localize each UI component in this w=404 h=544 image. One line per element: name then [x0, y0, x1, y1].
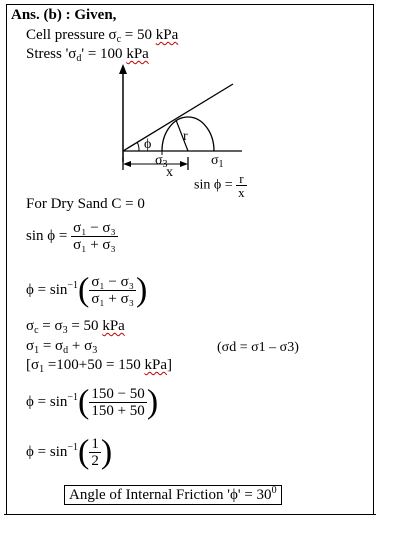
phi-arc	[137, 142, 139, 151]
stress-value: ' = 100	[81, 46, 127, 62]
sigma-1-calc-line: [$\sigma_1 =100+50 = 150$ kPa]	[26, 357, 172, 375]
cell-pressure-label: Cell pressure σ	[26, 27, 117, 43]
stress-sub: d	[76, 53, 82, 64]
cell-pressure-unit: kPa	[155, 27, 179, 43]
dry-sand-line: For Dry Sand C = 0	[26, 196, 145, 212]
r-label: r	[183, 129, 188, 144]
cell-pressure-value: = 50	[121, 27, 156, 43]
failure-envelope	[123, 84, 233, 151]
sin-phi-relation: sin ϕ = $\frac{r}{x}$	[194, 171, 245, 200]
given-label: Given,	[70, 7, 117, 23]
x-dim-arrow-left	[123, 161, 131, 167]
phi-label: ϕ	[144, 137, 152, 152]
x-dim-arrow-right	[180, 161, 188, 167]
final-answer-box: Angle of Internal Friction '$\phi' = 30^0$	[64, 485, 282, 505]
phi-numeric-equation: $\phi = \sin^{-1}$( $\frac{150 - 50}{150 + 50}$ )	[26, 383, 159, 421]
phi-equation: $\phi = \sin^{-1}$( $\frac{\text{σ₁ − σ₃}}{\text{σ₁ + σ₃}}$ )	[26, 271, 148, 309]
bottom-rule	[4, 514, 376, 515]
sin-phi-equation: sin ϕ = $\frac{\text{σ₁ − σ₃}}{\text{σ₁ + σ₃}}$	[26, 220, 116, 254]
cell-pressure-sub: c	[116, 34, 122, 45]
sigma1-label: $\sigma_1$	[211, 153, 224, 170]
stress-label: Stress 'σ	[26, 46, 77, 62]
sigma-1-line: $\sigma_1 = \sigma_d + \sigma_3$	[26, 338, 98, 356]
x-label: x	[166, 165, 173, 180]
header-line	[11, 7, 116, 24]
phi-half-equation: $\phi = \sin^{-1}$( $\frac{1}{2}$ )	[26, 433, 113, 471]
cell-pressure-line	[26, 27, 178, 48]
tau-axis-arrow	[119, 64, 127, 74]
deviator-note: (σd = σ1 – σ3)	[217, 340, 299, 355]
stress-unit: kPa	[126, 46, 149, 62]
final-answer	[64, 482, 282, 504]
answer-label: Ans. (b) :	[11, 7, 71, 23]
sigma-c-line: $\sigma_c = \sigma_3 = 50$ kPa	[26, 318, 125, 336]
sigma3-label: $\sigma_3$	[155, 153, 168, 170]
